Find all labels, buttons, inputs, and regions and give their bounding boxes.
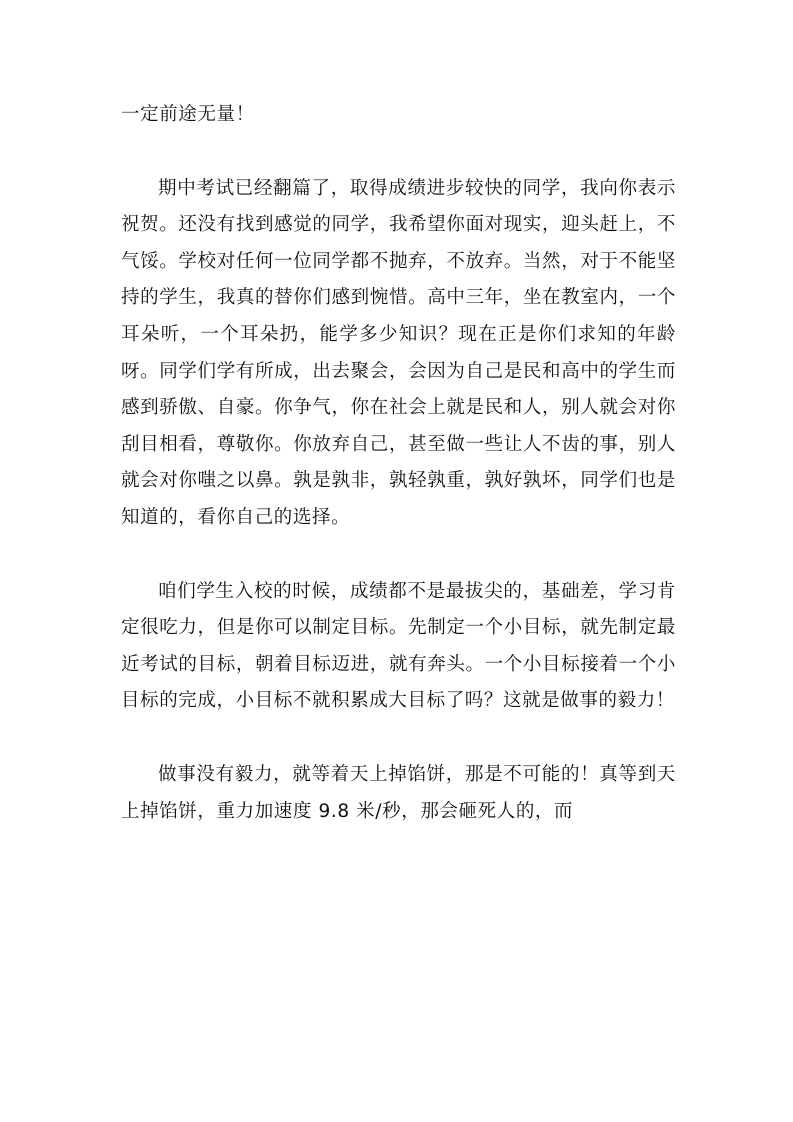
paragraph-continuation: 一定前途无量！ <box>121 104 255 125</box>
document-body <box>121 97 676 830</box>
paragraph-set-goals: 咱们学生入校的时候，成绩都不是最拔尖的，基础差，学习肯定很吃力，但是你可以制定目标。先制定一个小目标，就先制定最近考试的目标，朝着目标迈进，就有奔头。一个小目标接着一个小目标的完成，小目标不就积累成大目标了吗？这就是做事的毅力！ <box>121 580 676 712</box>
paragraph-perseverance: 做事没有毅力，就等着天上掉馅饼，那是不可能的！真等到天上掉馅饼，重力加速度 9.8 米/秒，那会砸死人的，而 <box>121 763 676 822</box>
paragraph-exam-review: 期中考试已经翻篇了，取得成绩进步较快的同学，我向你表示祝贺。还没有找到感觉的同学，我希望你面对现实，迎头赶上，不气馁。学校对任何一位同学都不抛弃，不放弃。当然，对于不能坚持的学生，我真的替你们感到惋惜。高中三年，坐在教室内，一个耳朵听，一个耳朵扔，能学多少知识？现在正是你们求知的年龄呀。同学们学有所成，出去聚会，会因为自己是民和高中的学生而感到骄傲、自豪。你争气，你在社会上就是民和人，别人就会对你刮目相看，尊敬你。你放弃自己，甚至做一些让人不齿的事，别人就会对你嗤之以鼻。孰是孰非，孰轻孰重，孰好孰坏，同学们也是知道的，看你自己的选择。 <box>121 177 676 528</box>
